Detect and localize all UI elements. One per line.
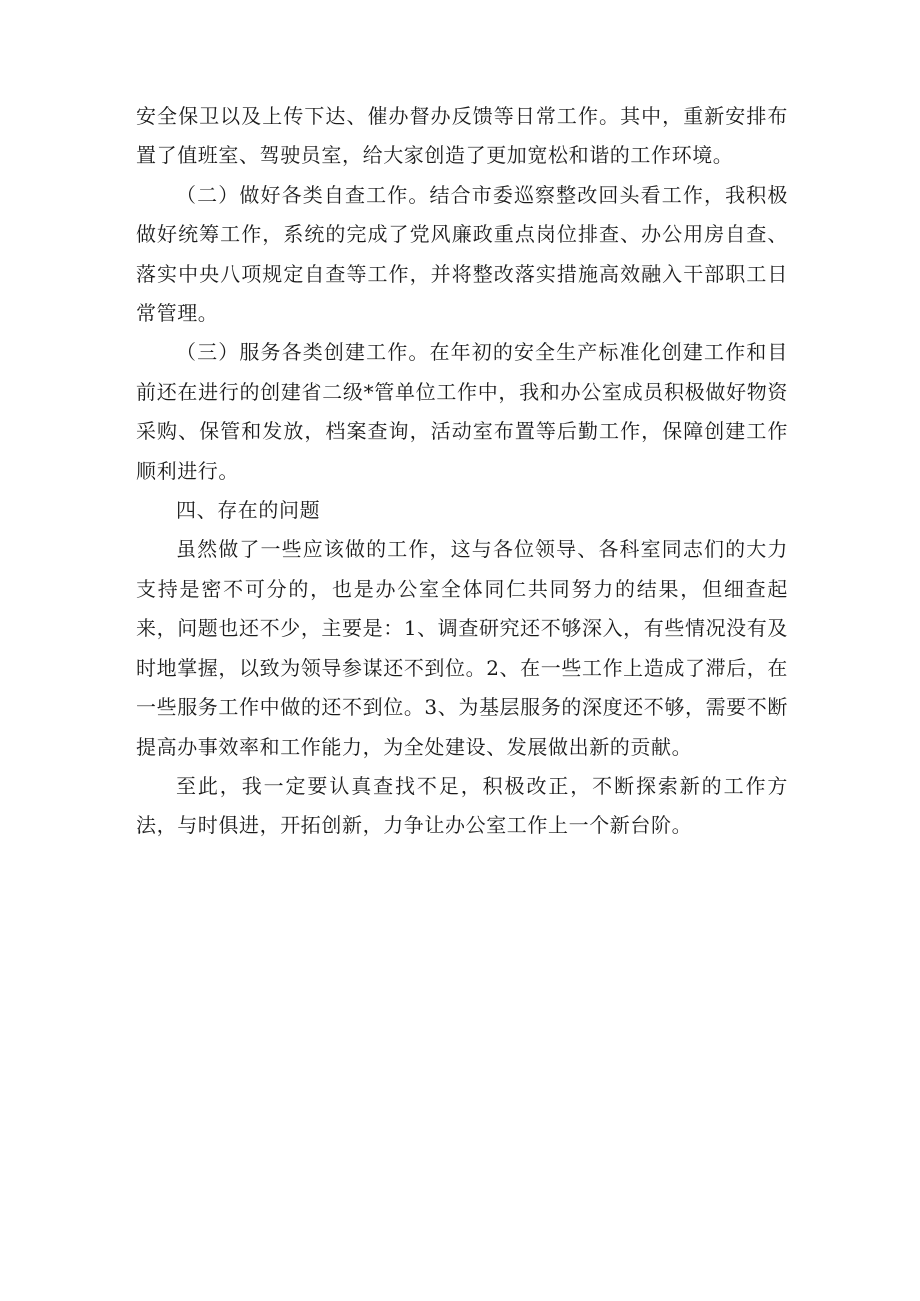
paragraph-creation-service: （三）服务各类创建工作。在年初的安全生产标准化创建工作和目前还在进行的创建省二级*管单位工作中，我和办公室成员积极做好物资采购、保管和发放，档案查询，活动室布置等后勤工作，保障创建工作顺利进行。 [136,340,788,483]
paragraph-conclusion: 至此，我一定要认真查找不足，积极改正，不断探索新的工作方法，与时俱进，开拓创新，力争让办公室工作上一个新台阶。 [136,773,788,838]
section-heading-problems: 四、存在的问题 [176,498,321,523]
paragraph-continued-daily-work: 安全保卫以及上传下达、催办督办反馈等日常工作。其中，重新安排布置了值班室、驾驶员室，给大家创造了更加宽松和谐的工作环境。 [136,104,788,168]
paragraph-self-inspection: （二）做好各类自查工作。结合市委巡察整改回头看工作，我积极做好统筹工作，系统的完成了党风廉政重点岗位排查、办公用房自查、落实中央八项规定自查等工作，并将整改落实措施高效融入干部职工日常管理。 [136,182,788,326]
document-body [136,97,788,846]
paragraph-problems-detail: 虽然做了一些应该做的工作，这与各位领导、各科室同志们的大力支持是密不可分的，也是办公室全体同仁共同努力的结果，但细查起来，问题也还不少，主要是：1、调查研究还不够深入，有些情况没有及时地掌握，以致为领导参谋还不到位。2、在一些工作上造成了滞后，在一些服务工作中做的还不到位。3、为基层服务的深度还不够，需要不断提高办事效率和工作能力，为全处建设、发展做出新的贡献。 [136,537,788,759]
